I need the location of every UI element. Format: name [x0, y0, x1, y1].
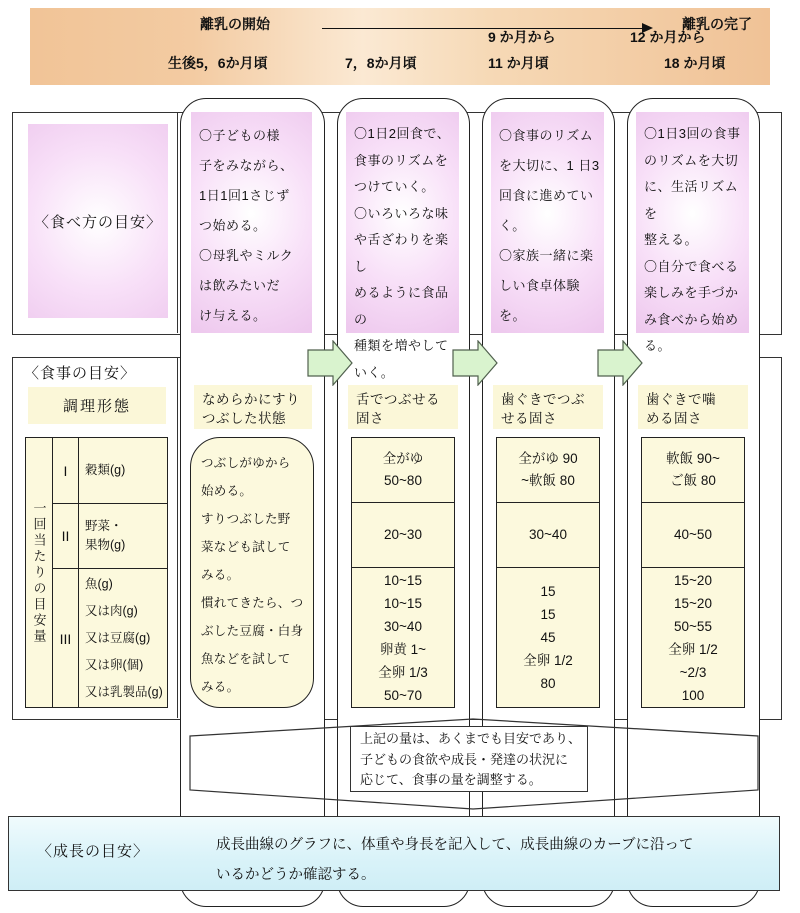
eating-style-text-stage4: 〇1日3回の食事 のリズムを大切 に、生活リズムを 整える。 〇自分で食べる 楽しみを手づか み食べから始め る。 — [636, 112, 749, 333]
cooking-form-stage4: 歯ぐきで噛 める固さ — [638, 385, 748, 429]
stage2-vegetable-value: 20~30 — [352, 502, 454, 567]
amount-table-rows — [53, 438, 167, 707]
stage-arrow-icon-3 — [597, 340, 643, 386]
band2-divider — [177, 357, 178, 718]
weaning-complete-label: 離乳の完了 — [682, 16, 752, 32]
stage4-grains-value: 軟飯 90~ ご飯 80 — [666, 451, 720, 488]
stage2-grains-value: 全がゆ 50~80 — [382, 451, 424, 488]
amount-table-side-label: 一回当たりの目安量 — [26, 438, 53, 707]
stage3-protein-values: 15 15 45 全卵 1/2 80 — [497, 567, 599, 707]
value-table-stage2 — [351, 437, 455, 708]
stage-arrow-icon-1 — [307, 340, 353, 386]
band1-divider — [177, 112, 178, 333]
stage2-protein-values: 10~15 10~15 30~40 卵黄 1~ 全卵 1/3 50~70 — [352, 567, 454, 707]
amount-row-vegetables-fruit: II 野菜・ 果物(g) — [53, 503, 167, 568]
stage3-vegetable-value: 30~40 — [497, 502, 599, 567]
growth-guide-label: 〈成長の目安〉 — [37, 843, 150, 860]
stage-label-7-8months: 7，8か月頃 — [345, 55, 417, 71]
cooking-form-stage1: なめらかにすり つぶした状態 — [194, 385, 312, 429]
meal-guide-row-label: 〈食事の目安〉 — [24, 365, 137, 382]
amount-table — [25, 437, 168, 708]
growth-guide-text: 成長曲線のグラフに、体重や身長を記入して、成長曲線のカーブに沿って いるかどうか確認する。 — [216, 837, 694, 883]
weaning-start-label: 離乳の開始 — [200, 16, 270, 32]
stage1-puree-note: つぶしがゆから 始める。 すりつぶした野 菜なども試して みる。 慣れてきたら、つ ぶした豆腐・白身 魚などを試して みる。 — [190, 437, 314, 708]
stage-label-12-18months: 12 か月から 18 か月頃 — [630, 29, 726, 71]
amount-row-protein: III 魚(g) 又は肉(g) 又は豆腐(g) 又は卵(個) 又は乳製品(g) — [53, 568, 167, 708]
stage3-grains-value: 全がゆ 90 ~軟飯 80 — [518, 451, 578, 488]
cooking-form-stage2: 舌でつぶせる 固さ — [348, 385, 458, 429]
eating-style-text-stage1: 〇子どもの様 子をみながら、 1日1回1さじず つ始める。 〇母乳やミルク は飲みたいだ け与える。 — [191, 112, 312, 333]
cooking-form-label: 調理形態 — [28, 387, 166, 424]
amount-note-text: 上記の量は、あくまでも目安であり、 子どもの食欲や成長・発達の状況に 応じて、食事の量を調整する。 — [350, 726, 588, 792]
weaning-progress-arrow-line — [322, 28, 644, 29]
eating-style-text-stage2: 〇1日2回食で、 食事のリズムを つけていく。 〇いろいろな味 や舌ざわりを楽し めるように食品の 種類を増やして いく。 — [346, 112, 459, 333]
value-table-stage4 — [641, 437, 745, 708]
eating-style-row-label: 〈食べ方の目安〉 — [28, 124, 168, 318]
value-table-stage3 — [496, 437, 600, 708]
stage-label-9-11months: 9 か月から 11 か月頃 — [488, 29, 556, 71]
stage4-vegetable-value: 40~50 — [642, 502, 744, 567]
stage-label-5-6months: 生後5，6か月頃 — [168, 55, 268, 71]
amount-row-grains: I 穀類(g) — [53, 438, 167, 503]
growth-guide-box — [8, 816, 780, 891]
eating-style-text-stage3: 〇食事のリズム を大切に、1 日3 回食に進めてい く。 〇家族一緒に楽 しい食卓体験を。 — [491, 112, 604, 333]
stage-arrow-icon-2 — [452, 340, 498, 386]
timeline-header — [30, 8, 770, 85]
stage4-protein-values: 15~20 15~20 50~55 全卵 1/2 ~2/3 100 — [642, 567, 744, 707]
cooking-form-stage3: 歯ぐきでつぶ せる固さ — [493, 385, 603, 429]
